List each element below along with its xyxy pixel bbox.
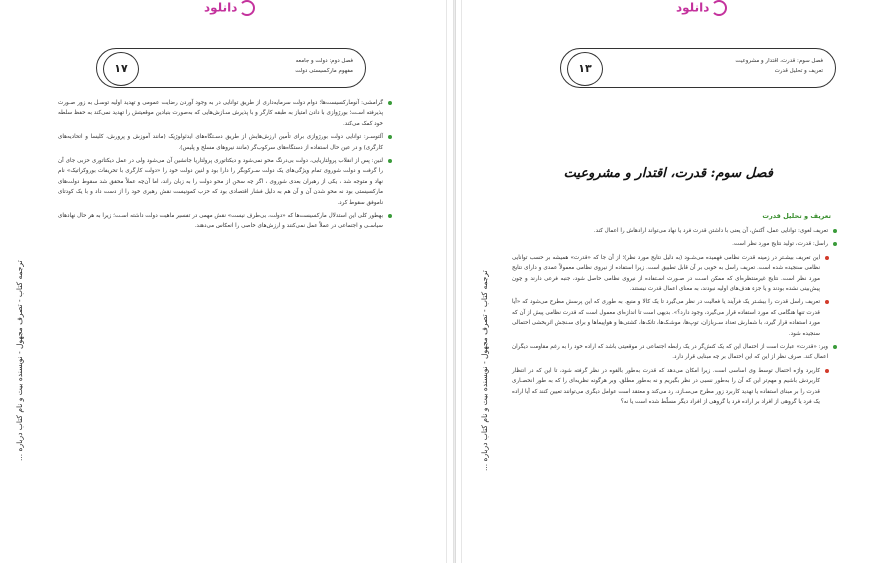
page-number-badge: ۱۷ (103, 52, 139, 86)
list-item: راسل: قدرت، تولید نتایج مورد نظر است. (512, 239, 828, 249)
list-item: آلتوسـر: توانایی دولت بورژوازی برای تأمین ارزش‌هایش از طریق دسـتگاه‌های ایدئولوژیک (مانند آموزش و پرورش، کلیسا و اتحادیه‌های کارگری) و در عین حال استفاده از دستگاه‌های سرکوب‌گر (مانند نیروهای مسلح و پلیس). (58, 132, 383, 153)
body-text (512, 226, 838, 411)
header-line-chapter: فصل سوم: قدرت، اقتدار و مشروعیت (735, 58, 823, 64)
side-note: ترجمه کتاب - تصرف مجهول - نویسنده بیت و نام کتاب درباره ... (15, 260, 24, 461)
page-header-box (96, 48, 366, 88)
brand-logo (204, 0, 255, 22)
body-text (58, 98, 393, 235)
list-item: این تعریف بیشـتر در زمینه قدرت نظامی فهمیده می‌شـود (به دلیل نتایج مورد نظر)؛ از آن جا که «قدرت» همیشه بر حسب توانایی نظامی سنجیده شده است. تعریف راسل به خوبی بر آن قابل تطبیق است. زیرا استفاده از نیروی نظامی معمولاً عمدی و دارای نتایج مورد نظر است. نتایج غیرمنتظره‌ای که ممکن اسـت در صـورت اسـتفاده از نیروی نظامی حاصل شود، جنبه فرعی دارند و چون پیش‌بینی نشده بودند و یا جزء هدف‌های اولیه نبودند، به معنای اعمال قدرت نیستند. (512, 253, 820, 295)
list-item: تعریف لغوی: توانایی عمل، آکنش، آن یعنی با داشتن قدرت فرد یا نهاد می‌تواند ارادهاش را اعمال کند. (512, 226, 828, 236)
brand-logo (676, 0, 727, 22)
header-line-section: مفهوم مارکسیستی دولت (295, 68, 353, 74)
page-header-lines (295, 56, 353, 76)
chapter-title: فصل سوم: قدرت، اقتدار و مشروعیت (563, 166, 773, 181)
list-item: بهطور کلی این استدلال مارکسیست‌ها که «دولت، بی‌طرف نیست» نقش مهمی در تفسیر ماهیت دولت داشته اسـت؛ زیرا به هر حال نهادهای سیاسـی و اجتماعی در عملاً عمل نمی‌کنند و ارزش‌های خاصی را انعکاس می‌دهند. (58, 211, 383, 232)
page-header-lines (735, 56, 823, 76)
swirl-icon (711, 0, 727, 16)
list-item: تعریف راسل قدرت را بیشـتر یک فرآیند یا فعالیت در نظر می‌گیرد تا یک کالا و منبع. به طوری که این پرسش مطرح می‌شود که «آیا قدرت تنها هنگامی که مورد استفاده قرار می‌گیرد، وجود دارد؟». بدیهی است تا اندازه‌ای معمول است که قدرت نظامی پیش از آن که مورد استفاده قرار گیرد، با شمارش تعداد سـربازان، توپ‌ها، موشـک‌ها، تانک‌ها، کشتی‌ها و هواپیماها و برای سـنجش اثربخشی احتمالی سنجیده شود. (512, 297, 820, 339)
bullet-list (58, 98, 393, 232)
book-spine (453, 0, 456, 563)
list-item: لنین: پس از انقلاب پرولتاریایی، دولت بی‌درنگ محو نمی‌شود و دیکتاتوری پرولتاریا جانشین آن می‌شود ولی در عمل دیکتاتوری حزبی جای آن را گرفت و دولت شوروی تمام ویژگی‌های یک دولت سـرکوبگر را دارا بود و لنین دولت خود را «دولت کارگری با تحریفات بوروکراتیک» نام نهاد و متوجه شد ، یکی از رهبران بعدی شوروی ، اگر چه سخن از محو دولت را به زبان راند، اما آن‌چه عملاً محقق شد سقوط دولت‌های مارکسیستی بود نه محو شدن آن و آن هم به دلیل فشار اقتصادی بود که حزب کمونیست نقش رهبری خود را از دست داد و با یک کودتای ناموفق سقوط کرد. (58, 156, 383, 208)
swirl-icon (239, 0, 255, 16)
left-page (6, 0, 446, 563)
side-note: ترجمه کتاب - تصرف مجهول - نویسنده بیت و نام کتاب درباره ... (480, 270, 489, 471)
header-line-chapter: فصل دوم: دولت و جامعه (295, 58, 353, 64)
page-edge (446, 0, 447, 563)
list-item: وبر: «قدرت» عبارت است از احتمال این که یک کنش‌گر در یک رابطه اجتماعی در موقعیتی باشد که اراده خود را به رغم مقاومت دیگران اعمال کند. صرف نظر از این که این احتمال بر چه مبنایی قرار دارد. (512, 342, 828, 363)
page-number-badge: ۱۳ (567, 52, 603, 86)
page-header-box (560, 48, 836, 88)
section-heading: تعریف و تحلیل قدرت (762, 212, 831, 220)
list-item: کاربرد واژه احتمال توسط وی اساسی است. زیرا امکان می‌دهد که قدرت به‌طور بالقوه در نظر گرفته شود، تا این که در انتظار کاربردش باشیم و مهم‌تر این که آن را به‌طور نسبی در نظر بگیریم و نه به‌طور مطلق. وبر هرگونه نظریه‌ای را که به طور انحصـاری قدرت را بر مبنای استفاده یا تهدید کاربرد زور مطرح می‌سـازد، رد می‌کند و معتقد است عوامل دیگری می‌توانند تعیین کنند که آیا اراده یک فرد یا گروهی از افراد بر اراده فرد یا گروهی از افراد دیگر مسلّط شده است یا نه؟ (512, 366, 820, 408)
brand-logo-text: دانلود (676, 0, 710, 15)
brand-logo-text: دانلود (204, 0, 238, 15)
bullet-list (512, 226, 838, 408)
header-line-section: تعریف و تحلیل قدرت (774, 68, 823, 74)
list-item: گرامشی: آنومارکسیست‌ها؛ دوام دولت سرمایه‌داری از طریق توانایی در به وجود آوردن رضایت عمومی و تهدید اولیه توسـل به زور صـورت پذیرفته اسـت؛ بورژوازی با دادن امتیاز به طبقه کارگر و با پذیرش سـازش‌هایی که به‌صورت بنیادین موقعیتش را تهدید نمی‌کند به حفظ سلطه خود کمک می‌کند. (58, 98, 383, 129)
right-page (462, 0, 881, 563)
